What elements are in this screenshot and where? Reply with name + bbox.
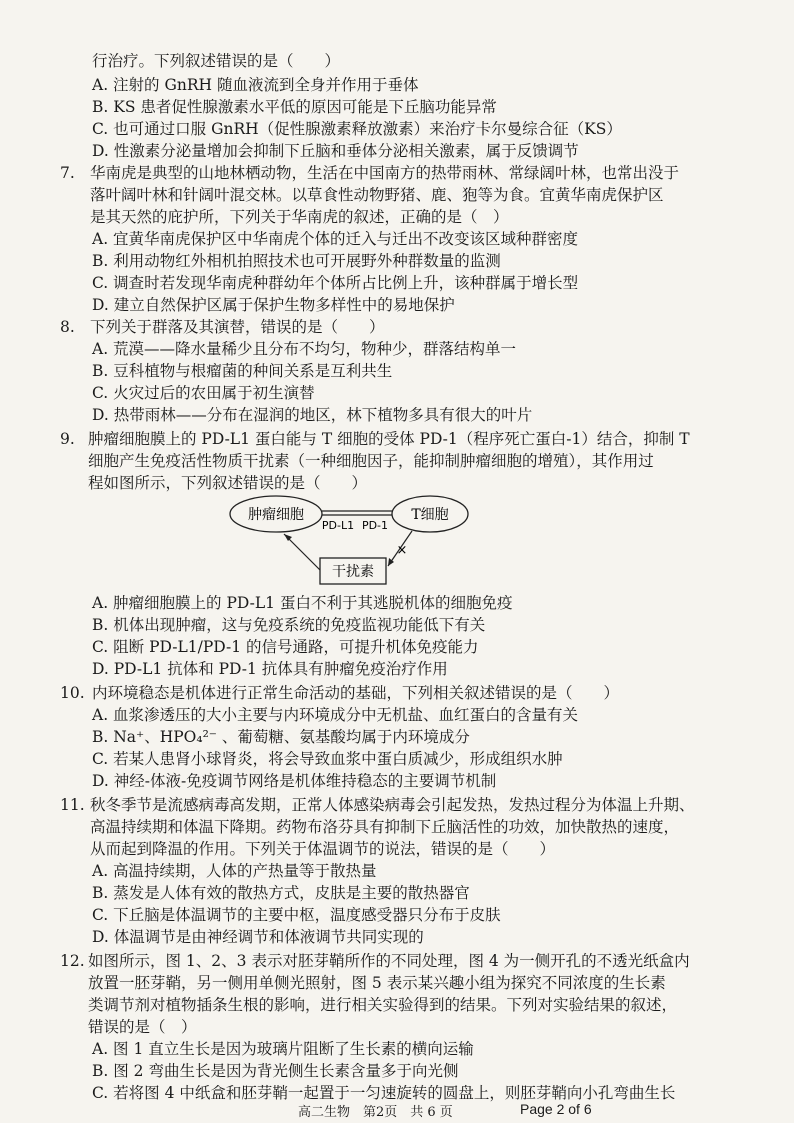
text-line: 类调节剂对植物插条生根的影响，进行相关实验得到的结果。下列对实验结果的叙述，	[88, 996, 678, 1014]
text-line: C. 也可通过口服 GnRH（促性腺激素释放激素）来治疗卡尔曼综合征（KS）	[92, 120, 622, 138]
block-mark: ×	[396, 543, 408, 558]
question-number: 9.	[60, 430, 75, 448]
text-line: B. Na⁺、HPO₄²⁻ 、葡萄糖、氨基酸均属于内环境成分	[92, 728, 470, 746]
text-line: D. 性激素分泌量增加会抑制下丘脑和垂体分泌相关激素，属于反馈调节	[92, 142, 579, 160]
interferon-label: 干扰素	[332, 564, 374, 580]
text-line: 程如图所示，下列叙述错误的是（ ）	[88, 474, 368, 492]
question-number: 7.	[60, 164, 75, 182]
text-line: 落叶阔叶林和针阔叶混交林。以草食性动物野猪、鹿、狍等为食。宜黄华南虎保护区	[90, 186, 664, 204]
text-line: D. 神经-体液-免疫调节网络是机体维持稳态的主要调节机制	[92, 772, 497, 790]
text-line: B. 蒸发是人体有效的散热方式，皮肤是主要的散热器官	[92, 884, 470, 902]
text-line: 错误的是（ ）	[88, 1018, 197, 1036]
text-line: B. 利用动物红外相机拍照技术也可开展野外种群数量的监测	[92, 252, 501, 270]
text-line: A. 高温持续期，人体的产热量等于散热量	[92, 862, 377, 880]
text-line: 是其天然的庇护所，下列关于华南虎的叙述，正确的是（ ）	[90, 208, 509, 226]
text-line: C. 若某人患肾小球肾炎，将会导致血浆中蛋白质减少，形成组织水肿	[92, 750, 563, 768]
text-line: B. KS 患者促性腺激素水平低的原因可能是下丘脑功能异常	[92, 98, 497, 116]
text-line: C. 火灾过后的农田属于初生演替	[92, 384, 315, 402]
text-line: B. 机体出现肿瘤，这与免疫系统的免疫监视功能低下有关	[92, 616, 486, 634]
question-number: 11.	[60, 796, 85, 814]
text-line: A. 注射的 GnRH 随血液流到全身并作用于垂体	[92, 76, 419, 94]
text-line: 如图所示，图 1、2、3 表示对胚芽鞘所作的不同处理，图 4 为一侧开孔的不透光纸盒内	[88, 952, 690, 970]
question-number: 10.	[60, 684, 85, 702]
pd-1-label: PD-1	[361, 519, 389, 532]
text-line: A. 宜黄华南虎保护区中华南虎个体的迁入与迁出不改变该区域种群密度	[92, 230, 579, 248]
text-line: 放置一胚芽鞘，另一侧用单侧光照射，图 5 表示某兴趣小组为探究不同浓度的生长素	[88, 974, 666, 992]
text-line: D. PD-L1 抗体和 PD-1 抗体具有肿瘤免疫治疗作用	[92, 660, 448, 678]
text-line: C. 下丘脑是体温调节的主要中枢，温度感受器只分布于皮肤	[92, 906, 501, 924]
text-line: 从而起到降温的作用。下列关于体温调节的说法，错误的是（ ）	[90, 840, 556, 858]
text-line: A. 血浆渗透压的大小主要与内环境成分中无机盐、血红蛋白的含量有关	[92, 706, 579, 724]
arrowhead-tumor	[284, 534, 292, 541]
text-line: 高温持续期和体温下降期。药物布洛芬具有抑制下丘脑活性的功效，加快散热的速度，	[90, 818, 680, 836]
t-cell-label: T细胞	[411, 507, 449, 523]
text-line: A. 荒漠——降水量稀少且分布不均匀，物种少，群落结构单一	[92, 340, 517, 358]
text-line: A. 图 1 直立生长是因为玻璃片阻断了生长素的横向运输	[92, 1040, 474, 1058]
pd-l1-label: PD-L1	[321, 519, 355, 532]
text-line: 秋冬季节是流感病毒高发期，正常人体感染病毒会引起发热，发热过程分为体温上升期、	[90, 796, 695, 814]
footer-page-number: Page 2 of 6	[520, 1101, 592, 1117]
text-line: C. 阻断 PD-L1/PD-1 的信号通路，可提升机体免疫能力	[92, 638, 479, 656]
diagram-svg	[228, 494, 528, 594]
text-line: 内环境稳态是机体进行正常生命活动的基础，下列相关叙述错误的是（ ）	[92, 684, 620, 702]
text-line: C. 调查时若发现华南虎种群幼年个体所占比例上升，该种群属于增长型	[92, 274, 579, 292]
text-line: D. 建立自然保护区属于保护生物多样性中的易地保护	[92, 296, 455, 314]
text-line: B. 图 2 弯曲生长是因为背光侧生长素含量多于向光侧	[92, 1062, 459, 1080]
text-line: 华南虎是典型的山地林栖动物，生活在中国南方的热带雨林、常绿阔叶林，也常出没于	[90, 164, 680, 182]
text-line: C. 若将图 4 中纸盒和胚芽鞘一起置于一匀速旋转的圆盘上，则胚芽鞘向小孔弯曲生长	[92, 1084, 676, 1102]
text-line: B. 豆科植物与根瘤菌的种间关系是互利共生	[92, 362, 393, 380]
text-line: 行治疗。下列叙述错误的是（ ）	[92, 52, 341, 70]
tumor-cell-label: 肿瘤细胞	[248, 507, 304, 523]
text-line: 下列关于群落及其演替，错误的是（ ）	[90, 318, 385, 336]
text-line: 细胞产生免疫活性物质干扰素（一种细胞因子，能抑制肿瘤细胞的增殖），其作用过	[88, 452, 654, 470]
footer-chinese: 高二生物 第2页 共 6 页	[298, 1105, 453, 1120]
text-line: 肿瘤细胞膜上的 PD-L1 蛋白能与 T 细胞的受体 PD-1（程序死亡蛋白-1）结合，抑制 T	[88, 430, 690, 448]
text-line: D. 热带雨林——分布在湿润的地区，林下植物多具有很大的叶片	[92, 406, 533, 424]
text-line: D. 体温调节是由神经调节和体液调节共同实现的	[92, 928, 424, 946]
text-line: A. 肿瘤细胞膜上的 PD-L1 蛋白不利于其逃脱机体的细胞免疫	[92, 594, 513, 612]
question-number: 12.	[60, 952, 85, 970]
question-number: 8.	[60, 318, 75, 336]
